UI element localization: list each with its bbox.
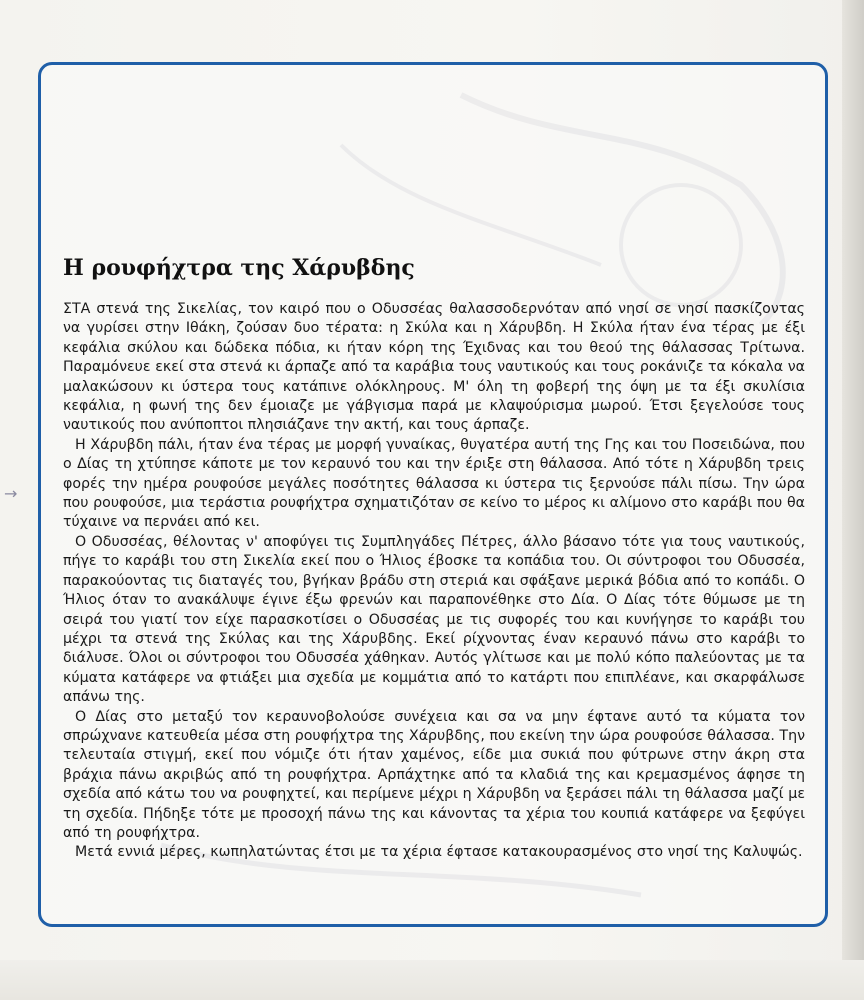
text-frame — [38, 62, 828, 927]
paragraph: Μετά εννιά μέρες, κωπηλατώντας έτσι με τα χέρια έφτασε κατακουρασμένος στο νησί της Καλυψώς. — [75, 844, 803, 861]
page-edge-right — [842, 0, 864, 1000]
paragraph: Ο Δίας στο μεταξύ τον κεραυνοβολούσε συνέχεια και σα να μην έφτανε αυτό τα κύματα τον σπρώχνανε κατευθεία μέσα στη ρουφήχτρα της Χάρυβδης, που εκείνη την ώρα ρουφούσε θάλασσα. Την τελευταία στιγμή, εκεί που νόμιζε ότι ήταν χαμένος, είδε μια συκιά που φύτρωνε στην άκρη στα βράχια πάνω ακριβώς από τη ρουφήχτρα. Αρπάχτηκε από τα κλαδιά της και κρεμασμένος άφησε τη σχεδία από κάτω του να ρουφηχτεί, και περίμενε μέχρι η Χάρυβδη να ξεράσει πάλι τη θάλασσα μαζί με τη σχεδία. Πήδηξε τότε με προσοχή πάνω της και κάνοντας τα χέρια του κουπιά κατάφερε να ξεφύγει από τη ρουφήχτρα. — [63, 708, 805, 841]
pencil-arrow-mark: → — [4, 484, 18, 503]
page-edge-bottom — [0, 960, 864, 1000]
paragraph: Η Χάρυβδη πάλι, ήταν ένα τέρας με μορφή γυναίκας, θυγατέρα αυτή της Γης και του Ποσειδώνα, που ο Δίας τη χτύπησε κάποτε με τον κεραυνό του και την έριξε στη θάλασσα. Από τότε η Χάρυβδη τρεις φορές την ημέρα ρουφούσε μεγάλες ποσότητες θάλασσα κι ύστερα τις ξερνούσε πάλι πίσω. Την ώρα που ρουφούσε, μια τεράστια ρουφήχτρα σχηματιζόταν σε κείνο το μέρος κι αλίμονο στο καράβι που θα τύχαινε να περνάει από κει. — [63, 436, 805, 531]
article-title: Η ρουφήχτρα της Χάρυβδης — [63, 255, 415, 281]
paragraph: Ο Οδυσσέας, θέλοντας ν' αποφύγει τις Συμπληγάδες Πέτρες, άλλο βάσανο τότε για τους ναυτικούς, πήγε το καράβι του στη Σικελία εκεί που ο Ήλιος έβοσκε τα κοπάδια του. Οι σύντροφοι του Οδυσσέα, παρακούοντας τις διαταγές του, βγήκαν βράδυ στη στεριά και σφάξανε μερικά βόδια από το κοπάδι. Ο Ήλιος όταν το ανακάλυψε έγινε έξω φρενών και παραπονέθηκε στο Δία. Ο Δίας τότε θύμωσε με τη σειρά του γιατί τον είχε παρασκοτίσει ο Οδυσσέας με τις συφορές του και κυνήγησε το καράβι του μέχρι τα στενά της Σκύλας και της Χάρυβδης. Εκεί ρίχνοντας έναν κεραυνό πάνω στο καράβι το διάλυσε. Όλοι οι σύντροφοι του Οδυσσέα χάθηκαν. Αυτός γλίτωσε και με πολύ κόπο παλεύοντας με τα κύματα κατάφερε να φτιάξει μια σχεδία με κομμάτια από το κατάρτι που επιπλέανε, και σκαρφάλωσε απάνω της. — [63, 533, 805, 706]
article-body — [63, 300, 805, 863]
paragraph: ΣΤΑ στενά της Σικελίας, τον καιρό που ο Οδυσσέας θαλασσοδερνόταν από νησί σε νησί πασκίζοντας να γυρίσει στην Ιθάκη, ζούσαν δυο τέρατα: η Σκύλα και η Χάρυβδη. Η Σκύλα ήταν ένα τέρας με έξι κεφάλια σκύλου και δώδεκα πόδια, κι ήταν κόρη της Έχιδνας και του θεού της θάλασσας Τρίτωνα. Παραμόνευε εκεί στα στενά κι άρπαζε από τα καράβια τους ναυτικούς και τους ροκάνιζε τα κόκαλα να μαλακώσουν κι ύστερα τους κατάπινε ολόκληρους. Μ' όλη τη φοβερή της όψη με τα έξι σκυλίσια κεφάλια, η φωνή της δεν έμοιαζε με γάβγισμα παρά με κλαψούρισμα μωρού. Έτσι ξεγελούσε τους ναυτικούς που ανύποπτοι πλησιάζανε την ακτή, και τους άρπαζε. — [63, 301, 805, 434]
